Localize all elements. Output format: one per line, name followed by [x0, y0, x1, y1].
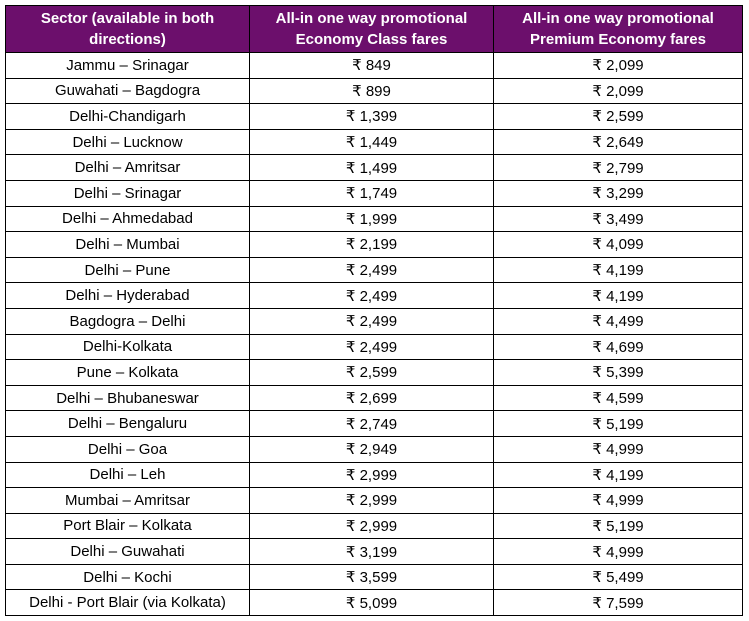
economy-fare-cell: ₹ 2,499	[250, 308, 494, 334]
sector-cell: Bagdogra – Delhi	[6, 308, 250, 334]
economy-fare-cell: ₹ 2,699	[250, 385, 494, 411]
premium-economy-fare-cell: ₹ 4,099	[494, 232, 743, 258]
economy-fare-cell: ₹ 2,949	[250, 436, 494, 462]
table-row	[6, 129, 743, 155]
economy-fare-cell: ₹ 2,599	[250, 360, 494, 386]
table-row	[6, 590, 743, 616]
sector-cell: Delhi-Kolkata	[6, 334, 250, 360]
premium-economy-fare-cell: ₹ 2,599	[494, 104, 743, 130]
header-sector: Sector (available in both directions)	[6, 6, 250, 53]
economy-fare-cell: ₹ 2,199	[250, 232, 494, 258]
economy-fare-cell: ₹ 1,749	[250, 180, 494, 206]
economy-fare-cell: ₹ 2,499	[250, 283, 494, 309]
sector-cell: Delhi – Srinagar	[6, 180, 250, 206]
premium-economy-fare-cell: ₹ 3,499	[494, 206, 743, 232]
table-row	[6, 488, 743, 514]
economy-fare-cell: ₹ 2,499	[250, 334, 494, 360]
economy-fare-cell: ₹ 1,999	[250, 206, 494, 232]
premium-economy-fare-cell: ₹ 5,499	[494, 564, 743, 590]
economy-fare-cell: ₹ 2,999	[250, 513, 494, 539]
table-row	[6, 539, 743, 565]
premium-economy-fare-cell: ₹ 2,099	[494, 53, 743, 79]
sector-cell: Delhi – Lucknow	[6, 129, 250, 155]
sector-cell: Guwahati – Bagdogra	[6, 78, 250, 104]
table-row	[6, 385, 743, 411]
table-row	[6, 308, 743, 334]
header-row	[6, 6, 743, 53]
table-row	[6, 436, 743, 462]
premium-economy-fare-cell: ₹ 4,999	[494, 436, 743, 462]
sector-cell: Delhi – Kochi	[6, 564, 250, 590]
header-economy-fare: All-in one way promotional Economy Class fares	[250, 6, 494, 53]
table-row	[6, 78, 743, 104]
table-row	[6, 232, 743, 258]
premium-economy-fare-cell: ₹ 4,999	[494, 539, 743, 565]
premium-economy-fare-cell: ₹ 5,199	[494, 513, 743, 539]
table-row	[6, 411, 743, 437]
table-row	[6, 513, 743, 539]
economy-fare-cell: ₹ 2,499	[250, 257, 494, 283]
premium-economy-fare-cell: ₹ 4,199	[494, 283, 743, 309]
sector-cell: Delhi-Chandigarh	[6, 104, 250, 130]
premium-economy-fare-cell: ₹ 4,199	[494, 257, 743, 283]
fares-table	[5, 5, 743, 616]
economy-fare-cell: ₹ 1,499	[250, 155, 494, 181]
premium-economy-fare-cell: ₹ 4,999	[494, 488, 743, 514]
sector-cell: Delhi – Bengaluru	[6, 411, 250, 437]
sector-cell: Delhi - Port Blair (via Kolkata)	[6, 590, 250, 616]
sector-cell: Delhi – Pune	[6, 257, 250, 283]
economy-fare-cell: ₹ 5,099	[250, 590, 494, 616]
premium-economy-fare-cell: ₹ 7,599	[494, 590, 743, 616]
sector-cell: Jammu – Srinagar	[6, 53, 250, 79]
sector-cell: Delhi – Bhubaneswar	[6, 385, 250, 411]
economy-fare-cell: ₹ 849	[250, 53, 494, 79]
economy-fare-cell: ₹ 3,199	[250, 539, 494, 565]
sector-cell: Delhi – Amritsar	[6, 155, 250, 181]
table-row	[6, 206, 743, 232]
table-row	[6, 564, 743, 590]
economy-fare-cell: ₹ 1,399	[250, 104, 494, 130]
sector-cell: Mumbai – Amritsar	[6, 488, 250, 514]
table-row	[6, 155, 743, 181]
table-row	[6, 462, 743, 488]
header-premium-economy-fare: All-in one way promotional Premium Economy fares	[494, 6, 743, 53]
premium-economy-fare-cell: ₹ 3,299	[494, 180, 743, 206]
sector-cell: Delhi – Goa	[6, 436, 250, 462]
premium-economy-fare-cell: ₹ 2,649	[494, 129, 743, 155]
premium-economy-fare-cell: ₹ 4,699	[494, 334, 743, 360]
sector-cell: Delhi – Hyderabad	[6, 283, 250, 309]
premium-economy-fare-cell: ₹ 4,199	[494, 462, 743, 488]
premium-economy-fare-cell: ₹ 4,499	[494, 308, 743, 334]
economy-fare-cell: ₹ 3,599	[250, 564, 494, 590]
table-row	[6, 283, 743, 309]
sector-cell: Port Blair – Kolkata	[6, 513, 250, 539]
table-row	[6, 104, 743, 130]
economy-fare-cell: ₹ 1,449	[250, 129, 494, 155]
sector-cell: Delhi – Leh	[6, 462, 250, 488]
sector-cell: Delhi – Ahmedabad	[6, 206, 250, 232]
table-row	[6, 334, 743, 360]
table-row	[6, 180, 743, 206]
premium-economy-fare-cell: ₹ 2,099	[494, 78, 743, 104]
premium-economy-fare-cell: ₹ 5,399	[494, 360, 743, 386]
premium-economy-fare-cell: ₹ 2,799	[494, 155, 743, 181]
sector-cell: Delhi – Guwahati	[6, 539, 250, 565]
table-row	[6, 53, 743, 79]
premium-economy-fare-cell: ₹ 4,599	[494, 385, 743, 411]
sector-cell: Delhi – Mumbai	[6, 232, 250, 258]
economy-fare-cell: ₹ 899	[250, 78, 494, 104]
economy-fare-cell: ₹ 2,999	[250, 462, 494, 488]
premium-economy-fare-cell: ₹ 5,199	[494, 411, 743, 437]
economy-fare-cell: ₹ 2,749	[250, 411, 494, 437]
table-row	[6, 257, 743, 283]
sector-cell: Pune – Kolkata	[6, 360, 250, 386]
table-row	[6, 360, 743, 386]
economy-fare-cell: ₹ 2,999	[250, 488, 494, 514]
